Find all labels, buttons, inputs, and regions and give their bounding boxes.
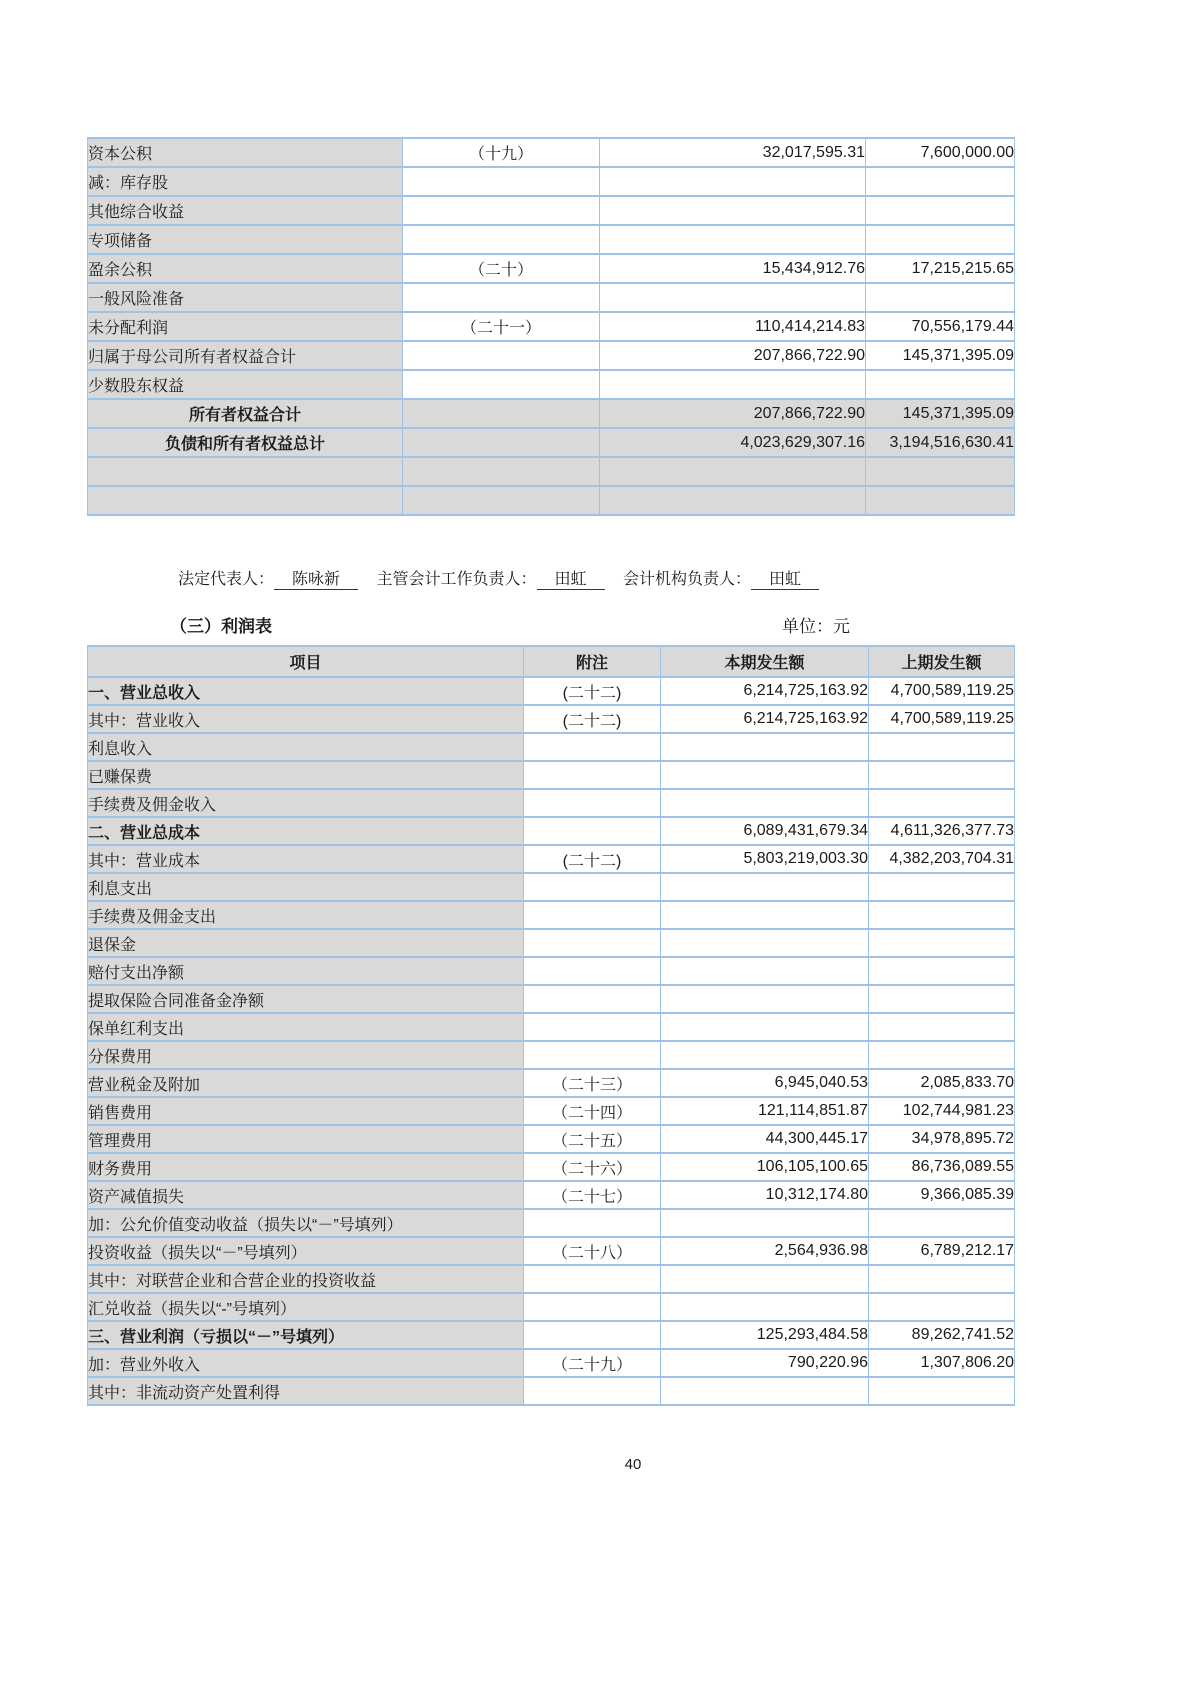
note-cell — [524, 957, 661, 985]
prior-amount-cell: 102,744,981.23 — [869, 1097, 1015, 1125]
prior-amount-cell: 17,215,215.65 — [866, 254, 1015, 283]
current-amount-cell: 6,214,725,163.92 — [661, 705, 869, 733]
note-cell — [403, 167, 600, 196]
prior-amount-cell: 4,700,589,119.25 — [869, 677, 1015, 705]
prior-amount-cell — [869, 761, 1015, 789]
item-cell: 一般风险准备 — [88, 283, 403, 312]
balance-sheet-tail-table — [87, 137, 1015, 516]
prior-amount-cell — [869, 1041, 1015, 1069]
current-amount-cell: 32,017,595.31 — [600, 138, 866, 167]
current-amount-cell — [661, 957, 869, 985]
current-amount-cell: 207,866,722.90 — [600, 341, 866, 370]
item-cell: 其中：非流动资产处置利得 — [88, 1377, 524, 1405]
table-row — [88, 1181, 1015, 1209]
item-cell: 加：公允价值变动收益（损失以“－”号填列） — [88, 1209, 524, 1237]
current-amount-cell: 6,089,431,679.34 — [661, 817, 869, 845]
current-amount-cell — [661, 929, 869, 957]
prior-amount-cell: 86,736,089.55 — [869, 1153, 1015, 1181]
table-row — [88, 677, 1015, 705]
item-cell: 退保金 — [88, 929, 524, 957]
note-cell — [524, 1013, 661, 1041]
prior-amount-cell — [869, 1265, 1015, 1293]
accounting-org-label: 会计机构负责人： — [622, 571, 751, 588]
note-cell: （二十七） — [524, 1181, 661, 1209]
prior-amount-cell: 4,611,326,377.73 — [869, 817, 1015, 845]
accounting-org-name: 田虹 — [751, 566, 819, 590]
item-cell: 利息支出 — [88, 873, 524, 901]
note-cell — [524, 761, 661, 789]
note-cell — [403, 486, 600, 515]
current-amount-cell — [600, 486, 866, 515]
item-cell: 专项储备 — [88, 225, 403, 254]
note-cell — [524, 1293, 661, 1321]
note-cell — [524, 1321, 661, 1349]
note-cell — [524, 817, 661, 845]
item-cell: 其中：对联营企业和合营企业的投资收益 — [88, 1265, 524, 1293]
table-row — [88, 705, 1015, 733]
note-cell: （二十九） — [524, 1349, 661, 1377]
item-cell: 其他综合收益 — [88, 196, 403, 225]
current-amount-cell: 207,866,722.90 — [600, 399, 866, 428]
note-cell — [524, 901, 661, 929]
header-current-period: 本期发生额 — [661, 646, 869, 677]
item-cell: 投资收益（损失以“－”号填列） — [88, 1237, 524, 1265]
item-cell — [88, 457, 403, 486]
table-row — [88, 761, 1015, 789]
table-row — [88, 167, 1015, 196]
prior-amount-cell — [866, 457, 1015, 486]
prior-amount-cell — [869, 733, 1015, 761]
current-amount-cell — [600, 457, 866, 486]
current-amount-cell — [600, 225, 866, 254]
prior-amount-cell — [869, 957, 1015, 985]
current-amount-cell — [600, 196, 866, 225]
note-cell: （二十三） — [524, 1069, 661, 1097]
table-row — [88, 1013, 1015, 1041]
note-cell — [403, 196, 600, 225]
item-cell: 手续费及佣金支出 — [88, 901, 524, 929]
current-amount-cell — [600, 283, 866, 312]
current-amount-cell — [661, 901, 869, 929]
note-cell: (二十二) — [524, 705, 661, 733]
note-cell: （二十六） — [524, 1153, 661, 1181]
item-cell: 赔付支出净额 — [88, 957, 524, 985]
item-cell: 分保费用 — [88, 1041, 524, 1069]
item-cell: 手续费及佣金收入 — [88, 789, 524, 817]
prior-amount-cell: 1,307,806.20 — [869, 1349, 1015, 1377]
prior-amount-cell: 4,700,589,119.25 — [869, 705, 1015, 733]
table-row — [88, 312, 1015, 341]
table-row — [88, 929, 1015, 957]
item-cell: 归属于母公司所有者权益合计 — [88, 341, 403, 370]
prior-amount-cell: 145,371,395.09 — [866, 399, 1015, 428]
note-cell — [403, 399, 600, 428]
current-amount-cell: 790,220.96 — [661, 1349, 869, 1377]
current-amount-cell: 2,564,936.98 — [661, 1237, 869, 1265]
current-amount-cell — [661, 1377, 869, 1405]
note-cell: (二十二) — [524, 677, 661, 705]
current-amount-cell: 15,434,912.76 — [600, 254, 866, 283]
item-cell: 已赚保费 — [88, 761, 524, 789]
table-row — [88, 341, 1015, 370]
header-item: 项目 — [88, 646, 524, 677]
current-amount-cell — [600, 370, 866, 399]
table-row — [88, 1237, 1015, 1265]
prior-amount-cell — [869, 929, 1015, 957]
prior-amount-cell: 3,194,516,630.41 — [866, 428, 1015, 457]
header-prior-period: 上期发生额 — [869, 646, 1015, 677]
note-cell — [524, 985, 661, 1013]
table-row — [88, 901, 1015, 929]
item-cell: 管理费用 — [88, 1125, 524, 1153]
item-cell: 保单红利支出 — [88, 1013, 524, 1041]
current-amount-cell: 110,414,214.83 — [600, 312, 866, 341]
note-cell: （十九） — [403, 138, 600, 167]
table-row — [88, 1293, 1015, 1321]
item-cell: 负债和所有者权益总计 — [88, 428, 403, 457]
note-cell — [524, 873, 661, 901]
current-amount-cell: 125,293,484.58 — [661, 1321, 869, 1349]
table-row — [88, 370, 1015, 399]
table-row — [88, 1125, 1015, 1153]
accounting-head-name: 田虹 — [537, 566, 605, 590]
item-cell: 营业税金及附加 — [88, 1069, 524, 1097]
prior-amount-cell: 6,789,212.17 — [869, 1237, 1015, 1265]
current-amount-cell: 5,803,219,003.30 — [661, 845, 869, 873]
current-amount-cell — [600, 167, 866, 196]
item-cell: 其中：营业收入 — [88, 705, 524, 733]
item-cell: 二、营业总成本 — [88, 817, 524, 845]
prior-amount-cell — [866, 486, 1015, 515]
table-row — [88, 789, 1015, 817]
accounting-head-label: 主管会计工作负责人： — [376, 571, 537, 588]
current-amount-cell: 6,945,040.53 — [661, 1069, 869, 1097]
prior-amount-cell: 7,600,000.00 — [866, 138, 1015, 167]
income-statement-table — [87, 645, 1015, 1406]
table-row — [88, 138, 1015, 167]
item-cell: 一、营业总收入 — [88, 677, 524, 705]
current-amount-cell — [661, 1265, 869, 1293]
note-cell — [524, 733, 661, 761]
table-row — [88, 1041, 1015, 1069]
prior-amount-cell: 9,366,085.39 — [869, 1181, 1015, 1209]
note-cell — [403, 370, 600, 399]
note-cell — [524, 1041, 661, 1069]
note-cell: （二十八） — [524, 1237, 661, 1265]
prior-amount-cell: 4,382,203,704.31 — [869, 845, 1015, 873]
prior-amount-cell — [869, 1013, 1015, 1041]
unit-label: 单位：元 — [782, 617, 850, 636]
table-row — [88, 283, 1015, 312]
table-row — [88, 1069, 1015, 1097]
table-row — [88, 845, 1015, 873]
current-amount-cell — [661, 789, 869, 817]
table-row — [88, 1153, 1015, 1181]
prior-amount-cell — [866, 167, 1015, 196]
header-note: 附注 — [524, 646, 661, 677]
item-cell: 销售费用 — [88, 1097, 524, 1125]
prior-amount-cell — [869, 873, 1015, 901]
item-cell: 提取保险合同准备金净额 — [88, 985, 524, 1013]
current-amount-cell: 106,105,100.65 — [661, 1153, 869, 1181]
table-row — [88, 873, 1015, 901]
item-cell: 加：营业外收入 — [88, 1349, 524, 1377]
table-row — [88, 254, 1015, 283]
item-cell: 减：库存股 — [88, 167, 403, 196]
note-cell: (二十二) — [524, 845, 661, 873]
prior-amount-cell — [869, 789, 1015, 817]
prior-amount-cell: 2,085,833.70 — [869, 1069, 1015, 1097]
note-cell — [524, 1209, 661, 1237]
table-row — [88, 733, 1015, 761]
item-cell: 财务费用 — [88, 1153, 524, 1181]
item-cell: 其中：营业成本 — [88, 845, 524, 873]
item-cell: 利息收入 — [88, 733, 524, 761]
prior-amount-cell — [866, 196, 1015, 225]
item-cell: 资产减值损失 — [88, 1181, 524, 1209]
table-row — [88, 985, 1015, 1013]
table-row — [88, 457, 1015, 486]
item-cell: 三、营业利润（亏损以“－”号填列） — [88, 1321, 524, 1349]
item-cell: 所有者权益合计 — [88, 399, 403, 428]
table-row — [88, 486, 1015, 515]
table-row — [88, 1097, 1015, 1125]
note-cell: （二十） — [403, 254, 600, 283]
income-statement-header-row — [88, 646, 1015, 677]
current-amount-cell: 10,312,174.80 — [661, 1181, 869, 1209]
prior-amount-cell — [866, 283, 1015, 312]
current-amount-cell: 121,114,851.87 — [661, 1097, 869, 1125]
section-title: （三）利润表 — [170, 617, 272, 636]
note-cell: （二十四） — [524, 1097, 661, 1125]
prior-amount-cell — [869, 1209, 1015, 1237]
item-cell: 未分配利润 — [88, 312, 403, 341]
item-cell: 资本公积 — [88, 138, 403, 167]
item-cell: 盈余公积 — [88, 254, 403, 283]
note-cell — [403, 341, 600, 370]
current-amount-cell: 4,023,629,307.16 — [600, 428, 866, 457]
current-amount-cell: 6,214,725,163.92 — [661, 677, 869, 705]
note-cell: （二十五） — [524, 1125, 661, 1153]
prior-amount-cell: 89,262,741.52 — [869, 1321, 1015, 1349]
prior-amount-cell: 70,556,179.44 — [866, 312, 1015, 341]
table-row — [88, 1377, 1015, 1405]
table-row — [88, 399, 1015, 428]
table-row — [88, 225, 1015, 254]
legal-representative-label: 法定代表人： — [178, 571, 275, 588]
table-row — [88, 1349, 1015, 1377]
note-cell — [524, 1377, 661, 1405]
current-amount-cell — [661, 1293, 869, 1321]
note-cell: （二十一） — [403, 312, 600, 341]
current-amount-cell: 44,300,445.17 — [661, 1125, 869, 1153]
table-row — [88, 957, 1015, 985]
note-cell — [403, 225, 600, 254]
prior-amount-cell: 145,371,395.09 — [866, 341, 1015, 370]
note-cell — [403, 457, 600, 486]
current-amount-cell — [661, 873, 869, 901]
prior-amount-cell — [869, 1293, 1015, 1321]
current-amount-cell — [661, 1209, 869, 1237]
table-row — [88, 428, 1015, 457]
prior-amount-cell — [869, 901, 1015, 929]
page-number: 40 — [624, 1456, 642, 1473]
note-cell — [524, 929, 661, 957]
legal-representative-name: 陈咏新 — [274, 566, 358, 590]
prior-amount-cell — [869, 985, 1015, 1013]
note-cell — [524, 1265, 661, 1293]
current-amount-cell — [661, 1013, 869, 1041]
note-cell — [403, 283, 600, 312]
table-row — [88, 1321, 1015, 1349]
table-row — [88, 196, 1015, 225]
current-amount-cell — [661, 761, 869, 789]
prior-amount-cell — [869, 1377, 1015, 1405]
prior-amount-cell — [866, 225, 1015, 254]
current-amount-cell — [661, 985, 869, 1013]
table-row — [88, 1265, 1015, 1293]
item-cell: 汇兑收益（损失以“-”号填列） — [88, 1293, 524, 1321]
prior-amount-cell: 34,978,895.72 — [869, 1125, 1015, 1153]
prior-amount-cell — [866, 370, 1015, 399]
item-cell: 少数股东权益 — [88, 370, 403, 399]
current-amount-cell — [661, 733, 869, 761]
table-row — [88, 1209, 1015, 1237]
table-row — [88, 817, 1015, 845]
signature-line — [178, 566, 819, 590]
note-cell — [403, 428, 600, 457]
item-cell — [88, 486, 403, 515]
note-cell — [524, 789, 661, 817]
current-amount-cell — [661, 1041, 869, 1069]
